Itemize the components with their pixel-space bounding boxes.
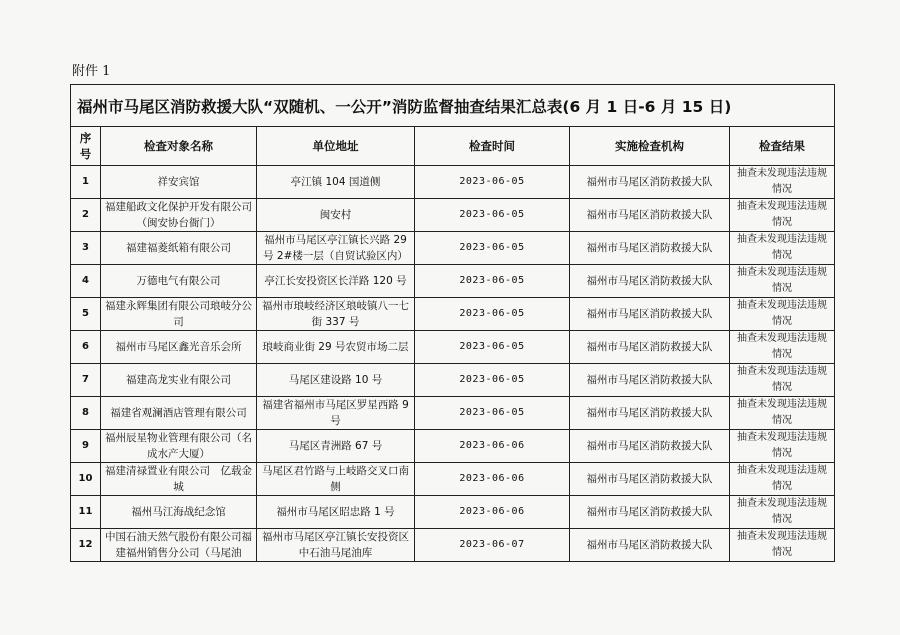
cell-name: 中国石油天然气股份有限公司福建福州销售分公司（马尾油 <box>101 529 257 562</box>
cell-name: 福州辰星物业管理有限公司（名成水产大厦） <box>101 430 257 463</box>
cell-address: 马尾区青洲路 67 号 <box>257 430 415 463</box>
header-seq-line1: 序 <box>79 131 92 145</box>
cell-date: 2023-06-06 <box>415 463 570 496</box>
header-seq <box>71 127 101 166</box>
cell-result: 抽查未发现违法违规情况 <box>730 364 835 397</box>
cell-address: 马尾区建设路 10 号 <box>257 364 415 397</box>
cell-date: 2023-06-05 <box>415 364 570 397</box>
cell-date: 2023-06-05 <box>415 199 570 232</box>
cell-name: 福州市马尾区鑫光音乐会所 <box>101 331 257 364</box>
table-row <box>71 265 835 298</box>
cell-date: 2023-06-05 <box>415 298 570 331</box>
table-row <box>71 430 835 463</box>
header-address: 单位地址 <box>257 127 415 166</box>
table-row <box>71 496 835 529</box>
cell-seq: 3 <box>71 232 101 265</box>
cell-agency: 福州市马尾区消防救援大队 <box>570 298 730 331</box>
cell-agency: 福州市马尾区消防救援大队 <box>570 496 730 529</box>
cell-result: 抽查未发现违法违规情况 <box>730 496 835 529</box>
table-row <box>71 463 835 496</box>
cell-name: 福州马江海战纪念馆 <box>101 496 257 529</box>
cell-name: 万德电气有限公司 <box>101 265 257 298</box>
cell-address: 福州市琅岐经济区琅岐镇八一七街 337 号 <box>257 298 415 331</box>
cell-agency: 福州市马尾区消防救援大队 <box>570 364 730 397</box>
cell-seq: 8 <box>71 397 101 430</box>
cell-date: 2023-06-07 <box>415 529 570 562</box>
cell-address: 闽安村 <box>257 199 415 232</box>
cell-agency: 福州市马尾区消防救援大队 <box>570 463 730 496</box>
table-row <box>71 364 835 397</box>
cell-address: 亭江长安投资区长洋路 120 号 <box>257 265 415 298</box>
cell-result: 抽查未发现违法违规情况 <box>730 529 835 562</box>
cell-date: 2023-06-05 <box>415 232 570 265</box>
cell-agency: 福州市马尾区消防救援大队 <box>570 397 730 430</box>
header-seq-line2: 号 <box>79 147 92 161</box>
table-row <box>71 529 835 562</box>
header-agency: 实施检查机构 <box>570 127 730 166</box>
attachment-label: 附件 1 <box>72 64 111 79</box>
cell-result: 抽查未发现违法违规情况 <box>730 298 835 331</box>
cell-seq: 11 <box>71 496 101 529</box>
cell-address: 福州市马尾区昭忠路 1 号 <box>257 496 415 529</box>
cell-agency: 福州市马尾区消防救援大队 <box>570 199 730 232</box>
cell-seq: 1 <box>71 166 101 199</box>
cell-agency: 福州市马尾区消防救援大队 <box>570 529 730 562</box>
cell-seq: 9 <box>71 430 101 463</box>
cell-seq: 6 <box>71 331 101 364</box>
cell-date: 2023-06-05 <box>415 397 570 430</box>
cell-result: 抽查未发现违法违规情况 <box>730 199 835 232</box>
header-row <box>71 127 835 166</box>
results-table <box>70 84 835 562</box>
cell-date: 2023-06-05 <box>415 265 570 298</box>
header-name: 检查对象名称 <box>101 127 257 166</box>
cell-date: 2023-06-05 <box>415 166 570 199</box>
cell-agency: 福州市马尾区消防救援大队 <box>570 265 730 298</box>
cell-address: 福州市马尾区亭江镇长兴路 29 号 2#楼一层（自贸试验区内） <box>257 232 415 265</box>
table-row <box>71 298 835 331</box>
cell-seq: 5 <box>71 298 101 331</box>
cell-agency: 福州市马尾区消防救援大队 <box>570 232 730 265</box>
cell-seq: 4 <box>71 265 101 298</box>
header-date: 检查时间 <box>415 127 570 166</box>
cell-result: 抽查未发现违法违规情况 <box>730 430 835 463</box>
cell-name: 福建清禄置业有限公司 亿载金城 <box>101 463 257 496</box>
cell-date: 2023-06-05 <box>415 331 570 364</box>
cell-result: 抽查未发现违法违规情况 <box>730 331 835 364</box>
table-row <box>71 232 835 265</box>
cell-result: 抽查未发现违法违规情况 <box>730 397 835 430</box>
cell-seq: 10 <box>71 463 101 496</box>
cell-name: 福建永辉集团有限公司琅岐分公司 <box>101 298 257 331</box>
table-row <box>71 166 835 199</box>
cell-name: 祥安宾馆 <box>101 166 257 199</box>
cell-name: 福建福菱纸箱有限公司 <box>101 232 257 265</box>
cell-address: 琅岐商业街 29 号农贸市场二层 <box>257 331 415 364</box>
table-row <box>71 397 835 430</box>
cell-date: 2023-06-06 <box>415 430 570 463</box>
header-result: 检查结果 <box>730 127 835 166</box>
cell-address: 福建省福州市马尾区罗星西路 9 号 <box>257 397 415 430</box>
cell-address: 福州市马尾区亭江镇长安投资区中石油马尾油库 <box>257 529 415 562</box>
cell-address: 马尾区君竹路与上岐路交叉口南侧 <box>257 463 415 496</box>
cell-result: 抽查未发现违法违规情况 <box>730 166 835 199</box>
cell-seq: 12 <box>71 529 101 562</box>
table-row <box>71 331 835 364</box>
cell-result: 抽查未发现违法违规情况 <box>730 265 835 298</box>
cell-name: 福建高龙实业有限公司 <box>101 364 257 397</box>
cell-name: 福建船政文化保护开发有限公司（闽安协台衙门） <box>101 199 257 232</box>
cell-result: 抽查未发现违法违规情况 <box>730 232 835 265</box>
table-title: 福州市马尾区消防救援大队“双随机、一公开”消防监督抽查结果汇总表(6 月 1 日-6 月 15 日) <box>71 85 835 127</box>
cell-agency: 福州市马尾区消防救援大队 <box>570 166 730 199</box>
cell-address: 亭江镇 104 国道侧 <box>257 166 415 199</box>
cell-date: 2023-06-06 <box>415 496 570 529</box>
cell-agency: 福州市马尾区消防救援大队 <box>570 430 730 463</box>
cell-agency: 福州市马尾区消防救援大队 <box>570 331 730 364</box>
table-row <box>71 199 835 232</box>
cell-result: 抽查未发现违法违规情况 <box>730 463 835 496</box>
cell-seq: 7 <box>71 364 101 397</box>
cell-name: 福建省观澜酒店管理有限公司 <box>101 397 257 430</box>
cell-seq: 2 <box>71 199 101 232</box>
